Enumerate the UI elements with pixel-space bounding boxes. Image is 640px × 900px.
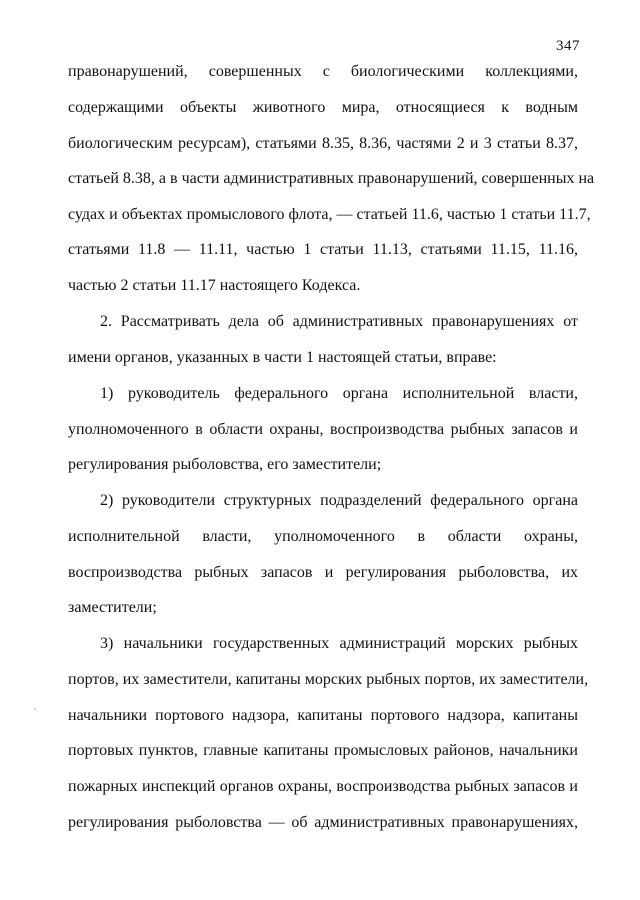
text-line-2: содержащими объекты животного мира, относящиеся к водным: [68, 99, 578, 116]
text-line-3: биологическим ресурсам), статьями 8.35, 8.36, частями 2 и 3 статьи 8.37,: [68, 135, 578, 152]
scan-speck: [34, 708, 36, 710]
item-2-first-line: 2) руководители структурных подразделений федерального органа: [100, 492, 578, 509]
text-line-21: пожарных инспекций органов охраны, воспроизводства рыбных запасов и: [68, 778, 578, 795]
text-line-5: судах и объектах промыслового флота, — статьей 11.6, частью 1 статьи 11.7,: [68, 206, 591, 223]
text-line-16: заместители;: [68, 599, 157, 616]
text-line-20: портовых пунктов, главные капитаны промысловых районов, начальники: [68, 742, 578, 759]
text-line-22: регулирования рыболовства — об административных правонарушениях,: [68, 814, 578, 831]
text-line-12: регулирования рыболовства, его заместители;: [68, 456, 382, 473]
text-line-1: правонарушений, совершенных с биологическими коллекциями,: [68, 63, 578, 80]
text-line-19: начальники портового надзора, капитаны портового надзора, капитаны: [68, 707, 578, 724]
text-line-4: статьей 8.38, а в части административных правонарушений, совершенных на: [68, 170, 595, 187]
text-line-9: имени органов, указанных в части 1 настоящей статьи, вправе:: [68, 349, 497, 366]
item-3-first-line: 3) начальники государственных администраций морских рыбных: [100, 635, 578, 652]
text-line-6: статьями 11.8 — 11.11, частью 1 статьи 11.13, статьями 11.15, 11.16,: [68, 241, 578, 258]
text-line-7: частью 2 статьи 11.17 настоящего Кодекса.: [68, 277, 361, 294]
page-number: 347: [556, 38, 580, 54]
text-line-15: воспроизводства рыбных запасов и регулирования рыболовства, их: [68, 564, 578, 581]
item-1-first-line: 1) руководитель федерального органа исполнительной власти,: [100, 385, 578, 402]
text-line-14: исполнительной власти, уполномоченного в области охраны,: [68, 528, 578, 545]
paragraph-2-first-line: 2. Рассматривать дела об административных правонарушениях от: [100, 313, 578, 330]
text-line-18: портов, их заместители, капитаны морских рыбных портов, их заместители,: [68, 671, 589, 688]
text-line-11: уполномоченного в области охраны, воспроизводства рыбных запасов и: [68, 421, 578, 438]
